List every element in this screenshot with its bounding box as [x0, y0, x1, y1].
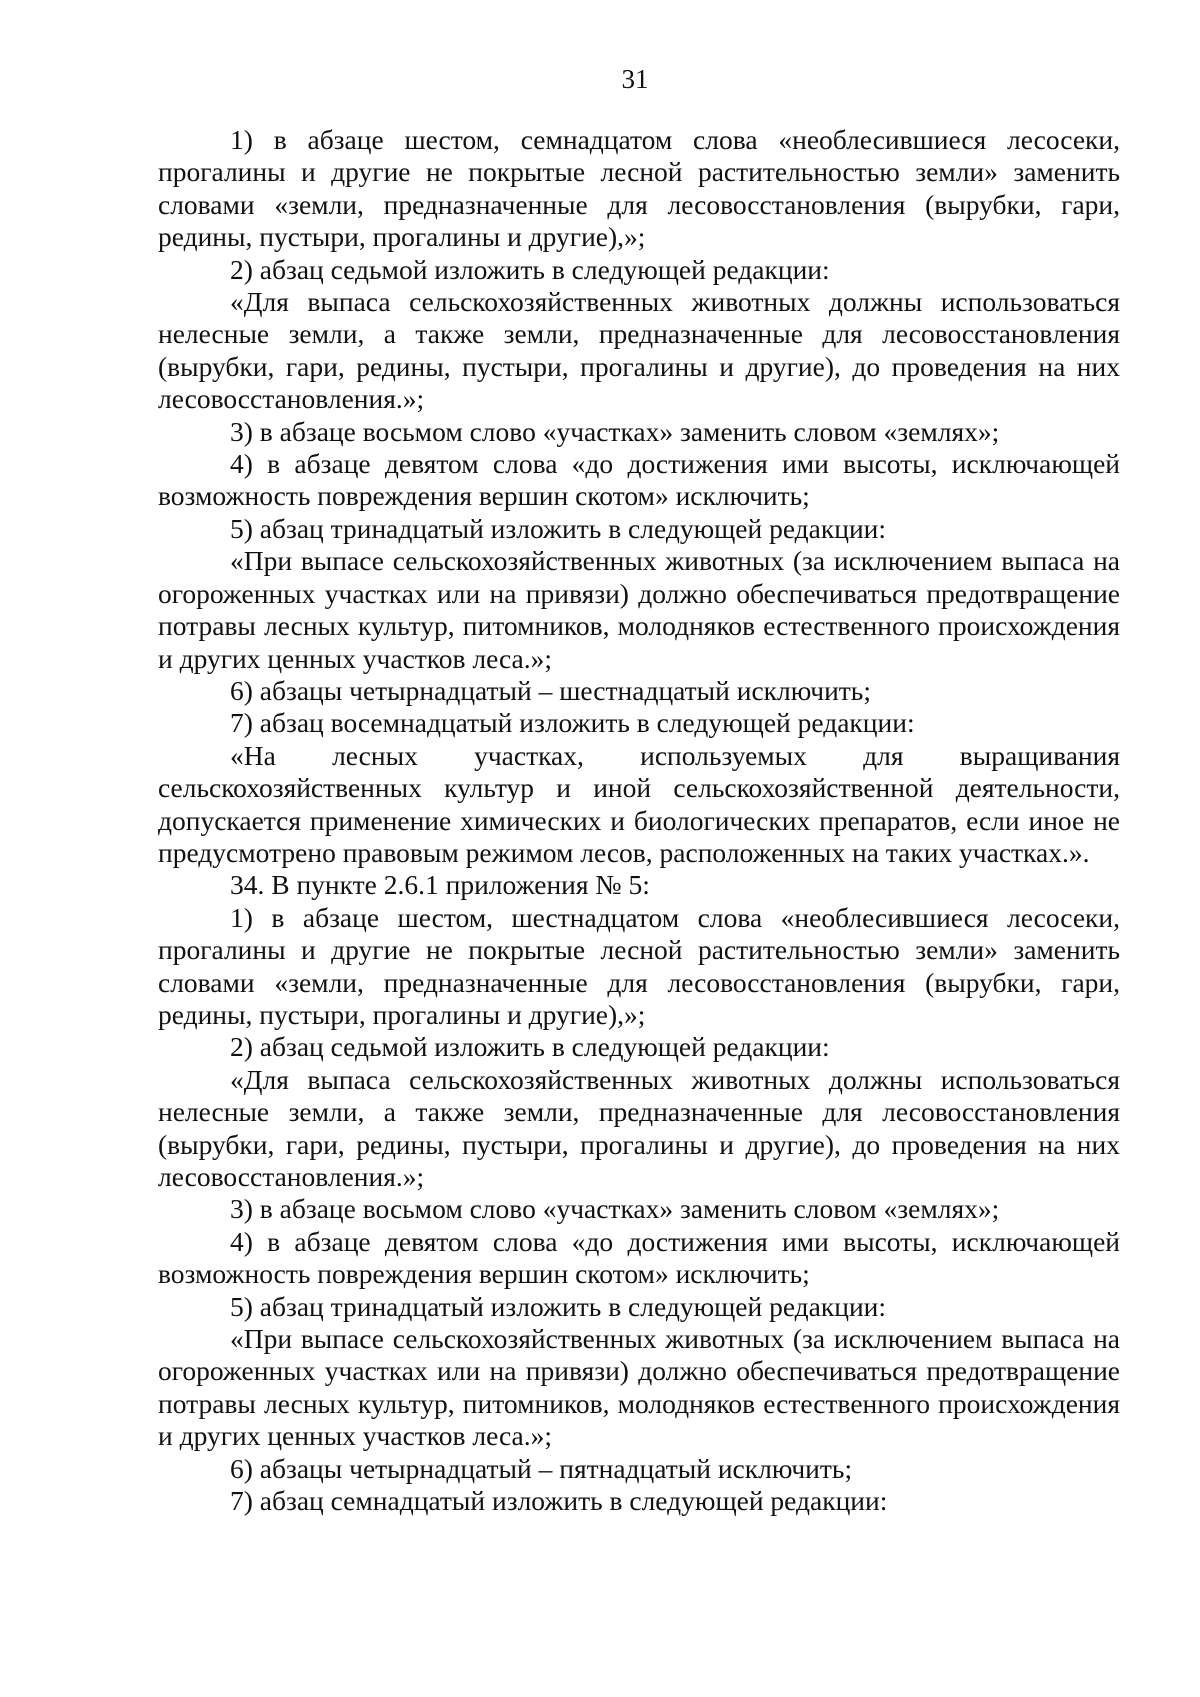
paragraph-amend-3: 3) в абзаце восьмом слово «участках» заменить словом «землях»;	[230, 415, 1000, 447]
paragraph-amend-5b: 5) абзац тринадцатый изложить в следующей редакции:	[230, 1290, 887, 1322]
paragraph-amend-4b: 4) в абзаце девятом слова «до достижения ими высоты, исключающей возможность повреждения вершин скотом» исключить;	[158, 1225, 1120, 1290]
paragraph-quote-protection-b: «При выпасе сельскохозяйственных животных (за исключением выпаса на огороженных участках или на привязи) должно обеспечиваться предотвращение потравы лесных культур, питомников, молодняков естественного происхождения и других ценных участков леса.»;	[158, 1323, 1120, 1452]
paragraph-quote-chemicals: «На лесных участках, используемых для выращивания сельскохозяйственных культур и иной сельскохозяйственной деятельности, допускается применение химических и биологических препаратов, если иное не предусмотрено правовым режимом лесов, расположенных на таких участках.».	[158, 739, 1120, 868]
paragraph-amend-6b: 6) абзацы четырнадцатый – пятнадцатый исключить;	[230, 1452, 853, 1484]
paragraph-amend-5: 5) абзац тринадцатый изложить в следующей редакции:	[230, 512, 887, 544]
paragraph-quote-protection: «При выпасе сельскохозяйственных животных (за исключением выпаса на огороженных участках или на привязи) должно обеспечиваться предотвращение потравы лесных культур, питомников, молодняков естественного происхождения и других ценных участков леса.»;	[158, 545, 1120, 674]
paragraph-amend-4: 4) в абзаце девятом слова «до достижения ими высоты, исключающей возможность повреждения вершин скотом» исключить;	[158, 448, 1120, 512]
paragraph-amend-2b: 2) абзац седьмой изложить в следующей редакции:	[230, 1031, 830, 1063]
paragraph-amend-6: 6) абзацы четырнадцатый – шестнадцатый исключить;	[230, 674, 871, 706]
paragraph-quote-grazing: «Для выпаса сельскохозяйственных животных должны использоваться нелесные земли, а также земли, предназначенные для лесовосстановления (вырубки, гари, редины, пустыри, прогалины и другие), до проведения на них лесовосстановления.»;	[158, 286, 1120, 415]
paragraph-amend-7b: 7) абзац семнадцатый изложить в следующей редакции:	[230, 1485, 888, 1517]
paragraph-amend-3b: 3) в абзаце восьмом слово «участках» заменить словом «землях»;	[230, 1193, 1000, 1225]
paragraph-amend-7: 7) абзац восемнадцатый изложить в следующей редакции:	[230, 707, 915, 739]
paragraph-amend-1: 1) в абзаце шестом, семнадцатом слова «необлесившиеся лесосеки, прогалины и другие не покрытые лесной растительностью земли» заменить словами «земли, предназначенные для лесовосстановления (вырубки, гари, редины, пустыри, прогалины и другие),»;	[158, 124, 1120, 253]
paragraph-amend-1b: 1) в абзаце шестом, шестнадцатом слова «необлесившиеся лесосеки, прогалины и другие не покрытые лесной растительностью земли» заменить словами «земли, предназначенные для лесовосстановления (вырубки, гари, редины, пустыри, прогалины и другие),»;	[158, 901, 1120, 1030]
paragraph-amend-2: 2) абзац седьмой изложить в следующей редакции:	[230, 253, 830, 285]
page-number: 31	[621, 64, 649, 94]
document-body	[158, 124, 1120, 1517]
paragraph-quote-grazing-b: «Для выпаса сельскохозяйственных животных должны использоваться нелесные земли, а также земли, предназначенные для лесовосстановления (вырубки, гари, редины, пустыри, прогалины и другие), до проведения на них лесовосстановления.»;	[158, 1063, 1120, 1192]
paragraph-item-34: 34. В пункте 2.6.1 приложения № 5:	[230, 869, 650, 901]
